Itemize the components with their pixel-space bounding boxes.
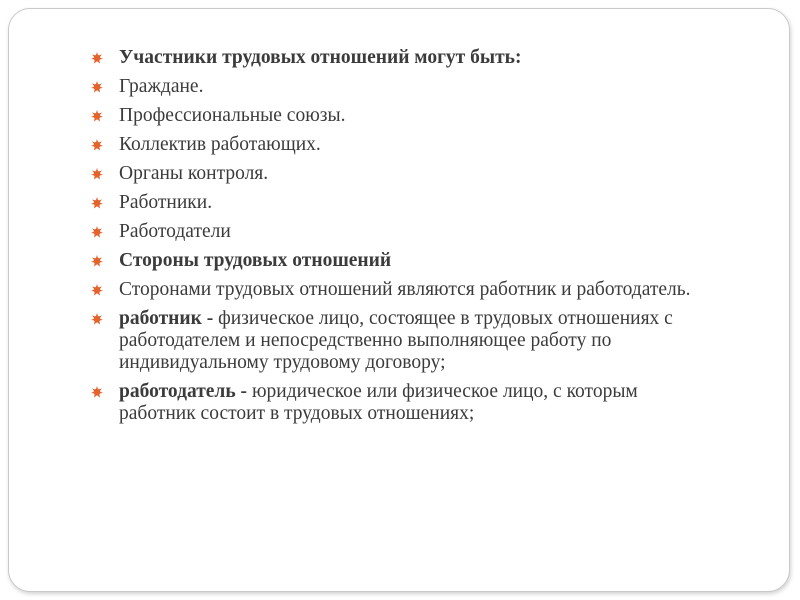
list-item-text: физическое лицо, состоящее в трудовых отношениях с работодателем и непосредственно выполняющее работу по индивидуальному трудовому договору;: [119, 308, 673, 373]
list-item-text: Работники.: [119, 192, 213, 213]
list-item: [89, 250, 709, 272]
starburst-bullet-icon: [91, 255, 103, 267]
starburst-bullet-icon: [91, 284, 103, 296]
starburst-bullet-icon: [91, 168, 103, 180]
list-item: [89, 76, 709, 98]
starburst-bullet-icon: [91, 226, 103, 238]
list-item: [89, 163, 709, 185]
list-item: [89, 105, 709, 127]
list-item: [89, 47, 709, 69]
slide-frame: [8, 8, 790, 592]
starburst-bullet-icon: [91, 52, 103, 64]
list-item: [89, 134, 709, 156]
slide-content: [89, 47, 709, 432]
list-item: [89, 381, 709, 425]
list-item-text: Органы контроля.: [119, 163, 269, 184]
list-item-text: юридическое или физическое лицо, с которым работник состоит в трудовых отношениях;: [119, 381, 638, 424]
list-item: [89, 279, 709, 301]
list-item-bold-text: Участники трудовых отношений могут быть:: [119, 47, 522, 68]
list-item-bold-text: Стороны трудовых отношений: [119, 250, 392, 271]
starburst-bullet-icon: [91, 313, 103, 325]
list-item-text: Граждане.: [119, 76, 204, 97]
starburst-bullet-icon: [91, 81, 103, 93]
starburst-bullet-icon: [91, 197, 103, 209]
starburst-bullet-icon: [91, 110, 103, 122]
bullet-list: [89, 47, 709, 425]
list-item: [89, 192, 709, 214]
list-item: [89, 308, 709, 374]
list-item-text: Работодатели: [119, 221, 231, 242]
starburst-bullet-icon: [91, 386, 103, 398]
list-item: [89, 221, 709, 243]
starburst-bullet-icon: [91, 139, 103, 151]
list-item-text: Профессиональные союзы.: [119, 105, 346, 126]
list-item-bold-text: работник -: [119, 308, 214, 329]
list-item-text: Коллектив работающих.: [119, 134, 321, 155]
list-item-bold-text: работодатель -: [119, 381, 248, 402]
list-item-text: Сторонами трудовых отношений являются работник и работодатель.: [119, 279, 691, 300]
